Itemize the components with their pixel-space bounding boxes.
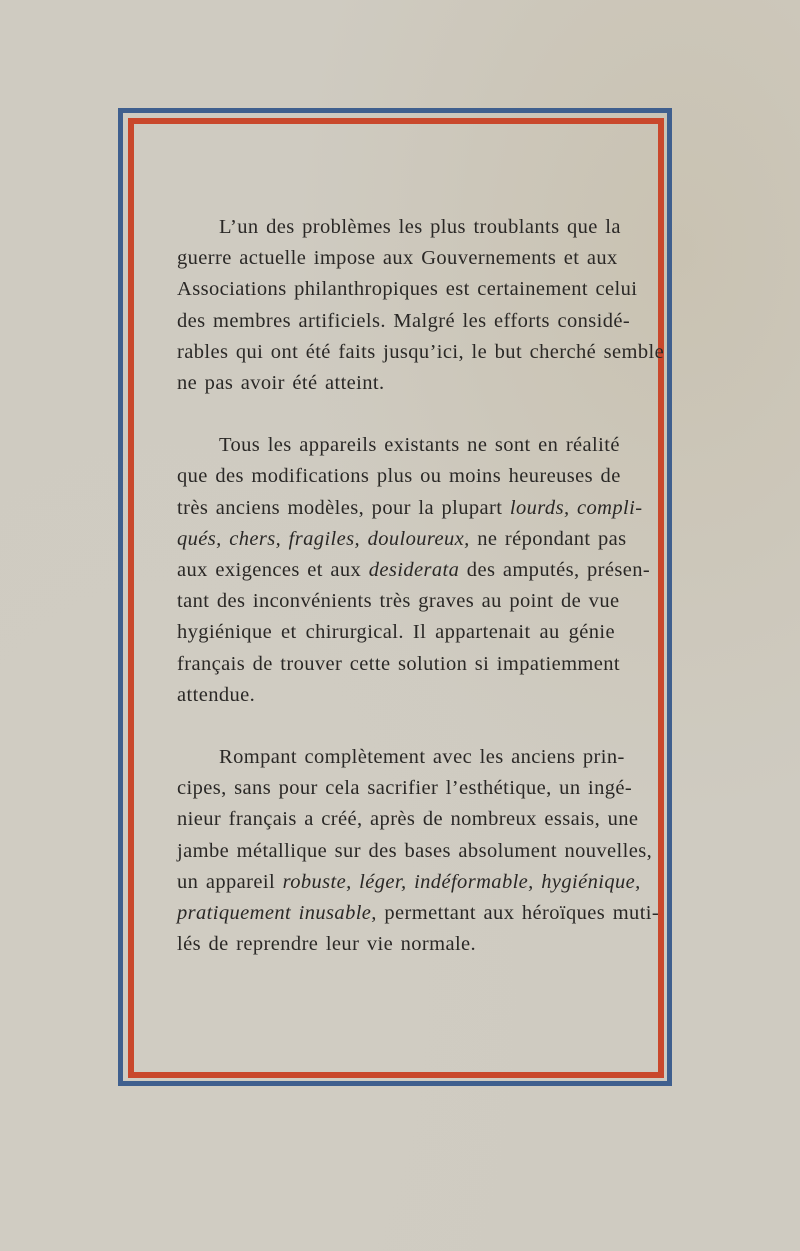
text-line: que des modifications plus ou moins heureuses de	[177, 465, 621, 488]
text-line: nieur français a créé, après de nombreux essais, une	[177, 808, 639, 831]
text-line: des membres artificiels. Malgré les efforts considé-	[177, 309, 631, 332]
paragraph-2	[177, 430, 651, 711]
text-line: Rompant complètement avec les anciens prin-	[219, 746, 625, 769]
text-line: L’un des problèmes les plus troublants que la	[219, 216, 621, 238]
text-line: cipes, sans pour cela sacrifier l’esthétique, un ingé-	[177, 777, 633, 800]
paragraph-1	[177, 212, 665, 399]
text-line: Associations philanthropiques est certainement celui	[177, 278, 638, 301]
text-fragment: permettant aux héroïques muti-	[376, 902, 660, 925]
text-line	[177, 493, 643, 524]
text-fragment: aux exigences et aux	[177, 559, 369, 582]
text-line: jambe métallique sur des bases absolument nouvelles,	[177, 839, 653, 862]
italic-text: pratiquement inusable,	[177, 902, 377, 925]
italic-text: desiderata	[368, 559, 460, 582]
text-line: attendue.	[177, 683, 256, 706]
page-text	[177, 212, 665, 991]
text-line	[177, 867, 641, 898]
text-line	[177, 898, 660, 929]
text-fragment: des amputés, présen-	[459, 559, 651, 582]
text-fragment: ne répondant pas	[469, 527, 627, 550]
italic-text: qués, chers, fragiles, douloureux,	[177, 527, 470, 550]
text-line: tant des inconvénients très graves au point de vue	[177, 590, 620, 613]
paragraph-3	[177, 742, 660, 960]
italic-text: lourds, compli-	[509, 496, 643, 519]
text-line: guerre actuelle impose aux Gouvernements et aux	[177, 247, 618, 270]
text-line	[177, 555, 651, 586]
text-line: français de trouver cette solution si impatiemment	[177, 652, 621, 675]
text-line: hygiénique et chirurgical. Il appartenait au génie	[177, 621, 615, 644]
text-line	[177, 524, 627, 555]
text-fragment: un appareil	[177, 870, 283, 893]
text-line: ne pas avoir été atteint.	[177, 372, 385, 395]
text-fragment: très anciens modèles, pour la plupart	[177, 496, 510, 519]
text-line: lés de reprendre leur vie normale.	[177, 933, 477, 956]
text-line: rables qui ont été faits jusqu’ici, le but cherché semble	[177, 340, 665, 363]
italic-text: robuste, léger, indéformable, hygiénique,	[282, 870, 641, 893]
text-line: Tous les appareils existants ne sont en réalité	[219, 434, 620, 457]
